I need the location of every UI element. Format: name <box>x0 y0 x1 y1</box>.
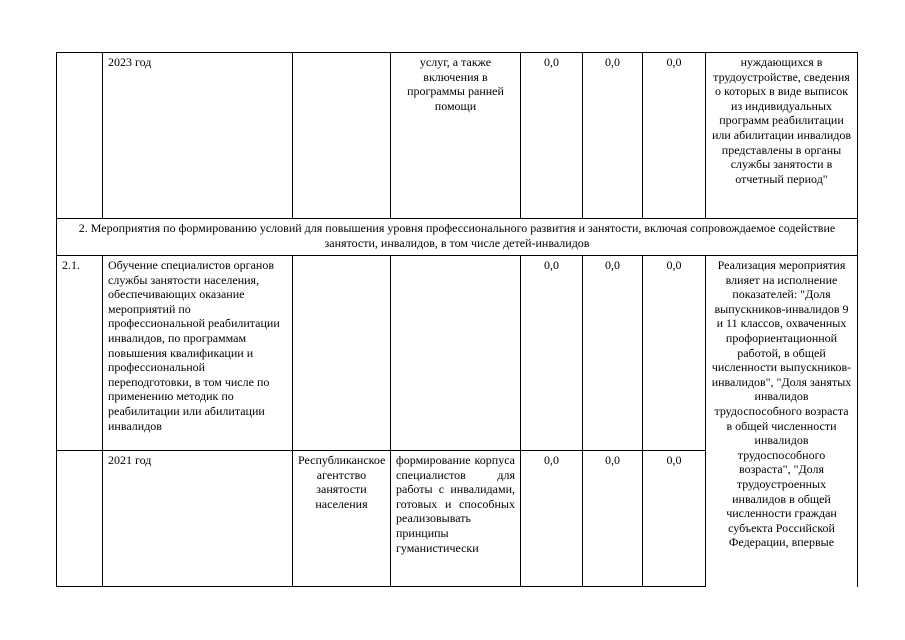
value-cell-1: 0,0 <box>521 451 583 587</box>
table-row-2023 <box>57 53 858 219</box>
value-cell-3: 0,0 <box>643 256 706 451</box>
event-text-cell: услуг, а также включения в программы ранней помощи <box>391 53 521 219</box>
value-cell-1: 0,0 <box>521 256 583 451</box>
num-cell <box>57 451 103 587</box>
value-cell-2: 0,0 <box>583 53 643 219</box>
table-row-2-1 <box>57 256 858 451</box>
section-header-row <box>57 219 858 256</box>
section-title: 2. Мероприятия по формированию условий для повышения уровня профессионального развития и занятости, включая сопровождаемое содействие занятости, инвалидов, в том числе детей-инвалидов <box>57 219 858 256</box>
value-cell-2: 0,0 <box>583 256 643 451</box>
num-cell <box>57 53 103 219</box>
item-number: 2.1. <box>57 256 103 451</box>
year-cell: 2023 год <box>103 53 293 219</box>
program-table <box>56 52 858 587</box>
item-name: Обучение специалистов органов службы занятости населения, обеспечивающих оказание мероприятий по профессиональной реабилитации инвалидов, по программам повышения квалификации и профессиональной переподготовки, в том числе по применению методик по реабилитации или абилитации инвалидов <box>103 256 293 451</box>
result-cell: нуждающихся в трудоустройстве, сведения о которых в виде выписок из индивидуальных программ реабилитации или абилитации инвалидов представлены в органы службы занятости в отчетный период" <box>706 53 858 219</box>
result-cell: Реализация мероприятия влияет на исполнение показателей: "Доля выпускников-инвалидов 9 и 11 классов, охваченных профориентационной работой, в общей численности выпускников-инвалидов", "Доля занятых инвалидов трудоспособного возраста в общей численности инвалидов трудоспособного возраста", "Доля трудоустроенных инвалидов в общей численности граждан субъекта Российской Федерации, впервые <box>706 256 858 587</box>
value-cell-1: 0,0 <box>521 53 583 219</box>
executor-cell <box>293 53 391 219</box>
executor-cell: Республиканское агентство занятости населения <box>293 451 391 587</box>
executor-cell <box>293 256 391 451</box>
event-text-cell <box>391 256 521 451</box>
value-cell-3: 0,0 <box>643 53 706 219</box>
value-cell-3: 0,0 <box>643 451 706 587</box>
year-cell: 2021 год <box>103 451 293 587</box>
event-text-cell: формирование корпуса специалистов для работы с инвалидами, готовых и способных реализовывать принципы гуманистически <box>391 451 521 587</box>
value-cell-2: 0,0 <box>583 451 643 587</box>
